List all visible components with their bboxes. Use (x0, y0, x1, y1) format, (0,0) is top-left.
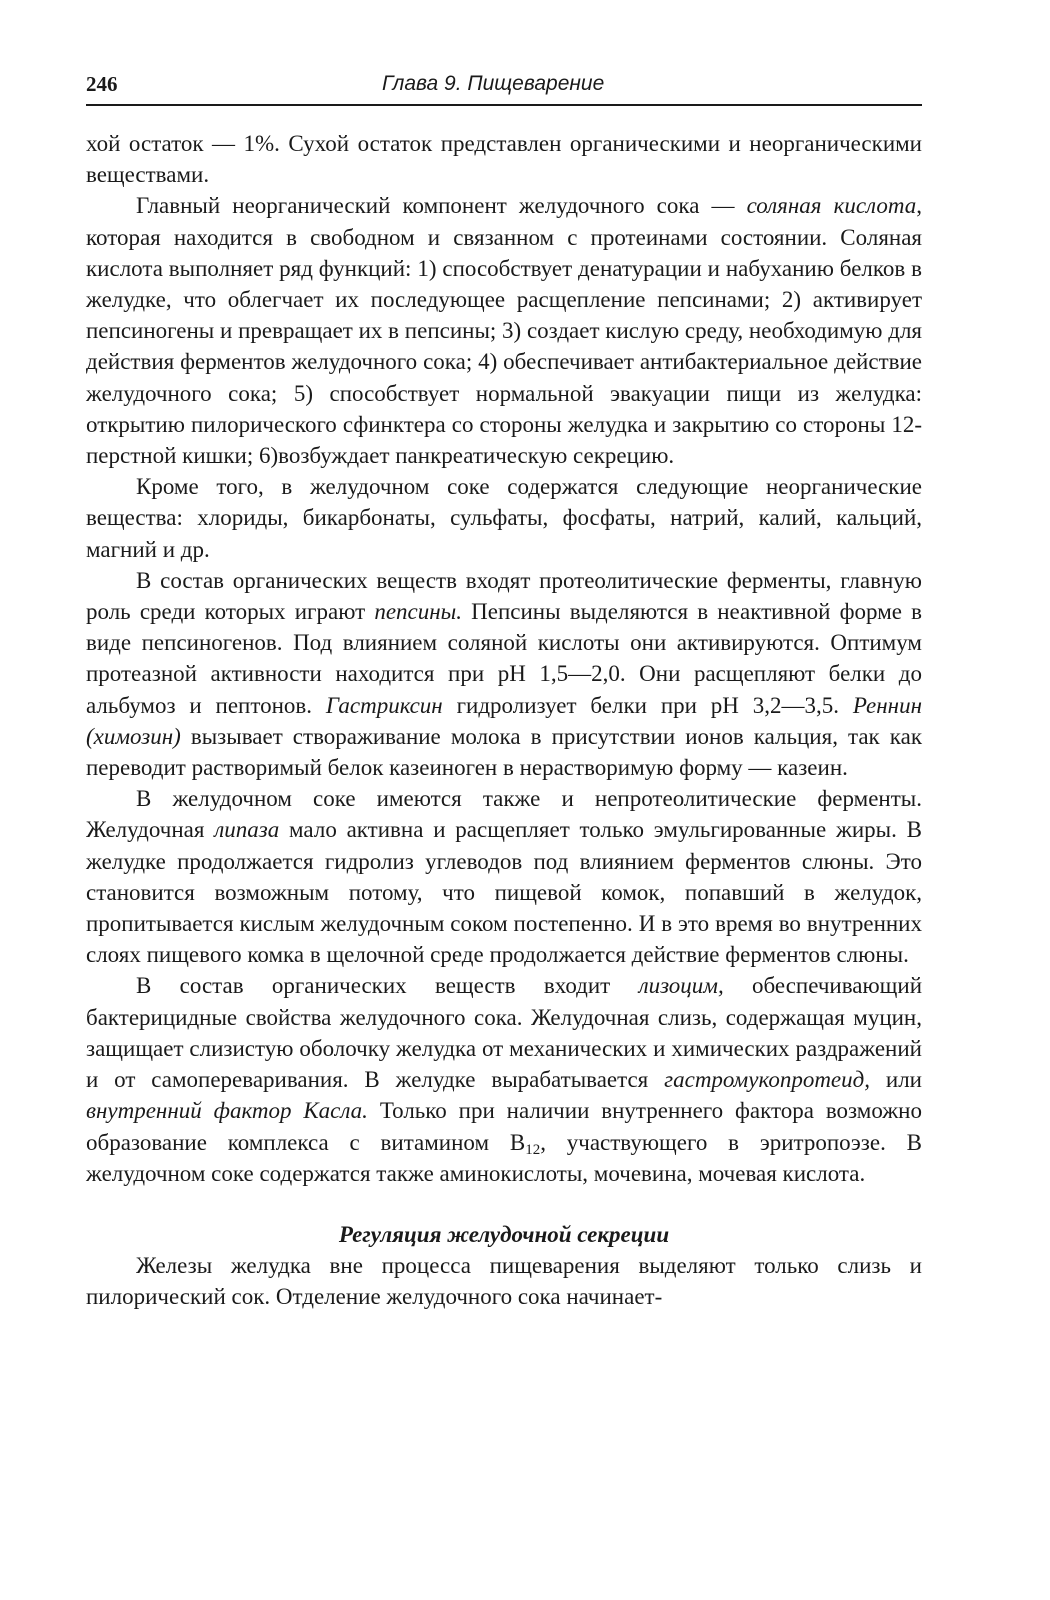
text-run: или (870, 1067, 922, 1093)
italic-term: Реннин (химозин) (86, 692, 923, 749)
paragraph-inorganic-substances (86, 471, 922, 565)
subscript: 12 (525, 1141, 541, 1158)
paragraph-proteolytic-enzymes (86, 565, 922, 783)
text-run: Главный неорганический компонент желудочного сока — (136, 193, 747, 219)
text-run: В состав органических веществ входит (136, 973, 639, 999)
paragraph-hydrochloric-acid (86, 190, 922, 471)
italic-term: гастромукопротеид, (664, 1067, 871, 1093)
page-number: 246 (86, 72, 118, 96)
section-heading: Регуляция желудочной секреции (338, 1221, 670, 1247)
text-run: В желудочном соке имеются также и непротеолитические ферменты. Желудочная (86, 786, 922, 843)
text-run: мало активна и расщепляет только эмульгированные жиры. В желудке продолжается гидролиз углеводов под влиянием ферментов слюны. Это становится возможным потому, что пищевой комок, попавший в желудок, пропитывается кислым желудочным соком постепенно. И в это время во внутренних слоях пищевого комка в щелочной среде продолжается действие ферментов слюны. (86, 817, 922, 968)
chapter-title: Глава 9. Пищеварение (382, 72, 605, 95)
text-run: Кроме того, в желудочном соке содержатся следующие неорганические вещества: хлориды, бикарбонаты, сульфаты, фосфаты, натрий, калий, кальций, магний и др. (86, 474, 922, 562)
text-run: вызывает створаживание молока в присутствии ионов кальция, так как переводит растворимый белок казеиноген в нерастворимую форму — казеин. (86, 723, 922, 781)
running-header (86, 64, 922, 106)
italic-term: лизоцим, (638, 973, 724, 999)
text-run: В состав органических веществ входят протеолитические ферменты, главную роль среди которых играют (86, 567, 922, 625)
paragraph-continuation (86, 128, 922, 190)
text-run: Железы желудка вне процесса пищеварения выделяют только слизь и пилорический сок. Отделение желудочного сока начинает- (86, 1253, 922, 1310)
text-run: , которая находится в свободном и связанном с протеинами состоянии. Соляная кислота выполняет ряд функций: 1) способствует денатурации и набуханию белков в желудке, что облегчает их последующее расщепление пепсинами; 2) активирует пепсиногены и превращает их в пепсины; 3) создает кислую среду, необходимую для действия ферментов желудочного сока; 4) обеспечивает антибактериальное действие желудочного сока; 5) способствует нормальной эвакуации пищи из желудка: открытию пилорического сфинктера со стороны желудка и закрытию со стороны 12-перстной кишки; 6)возбуждает панкреатическую секрецию. (86, 193, 922, 469)
text-run: , участвующего в эритропоэзе. В желудочном соке содержатся также аминокислоты, мочевина, мочевая кислота. (86, 1129, 922, 1186)
italic-term: пепсины. (374, 599, 462, 625)
paragraph-lysozyme (86, 970, 922, 1188)
text-run: обеспечивающий бактерицидные свойства желудочного сока. Желудочная слизь, содержащая муцин, защищает слизистую оболочку желудка от механических и химических раздражений и от самопереваривания. В желудке вырабатывается (86, 973, 923, 1093)
italic-term: соляная кислота (746, 193, 917, 219)
text-run: Только при наличии внутреннего фактора возможно образование комплекса с витамином B (86, 1098, 922, 1155)
body-text (86, 128, 922, 1313)
text-run: гидролизует белки при pH 3,2—3,5. (442, 692, 853, 718)
text-run: Пепсины выделяются в неактивной форме в виде пепсиногенов. Под влиянием соляной кислоты они активируются. Оптимум протеазной активности находится при pH 1,5—2,0. Они расщепляют белки до альбумоз и пептонов. (86, 599, 923, 718)
paragraph-non-proteolytic-enzymes (86, 783, 922, 970)
text-run: хой остаток — 1%. Сухой остаток представлен органическими и неорганическими веществами. (86, 131, 922, 188)
italic-term: внутренний фактор Касла. (86, 1098, 368, 1124)
book-page (86, 64, 922, 1313)
italic-term: Гастриксин (325, 692, 443, 718)
italic-term: липаза (214, 817, 280, 843)
paragraph-secretion-regulation (86, 1250, 922, 1312)
